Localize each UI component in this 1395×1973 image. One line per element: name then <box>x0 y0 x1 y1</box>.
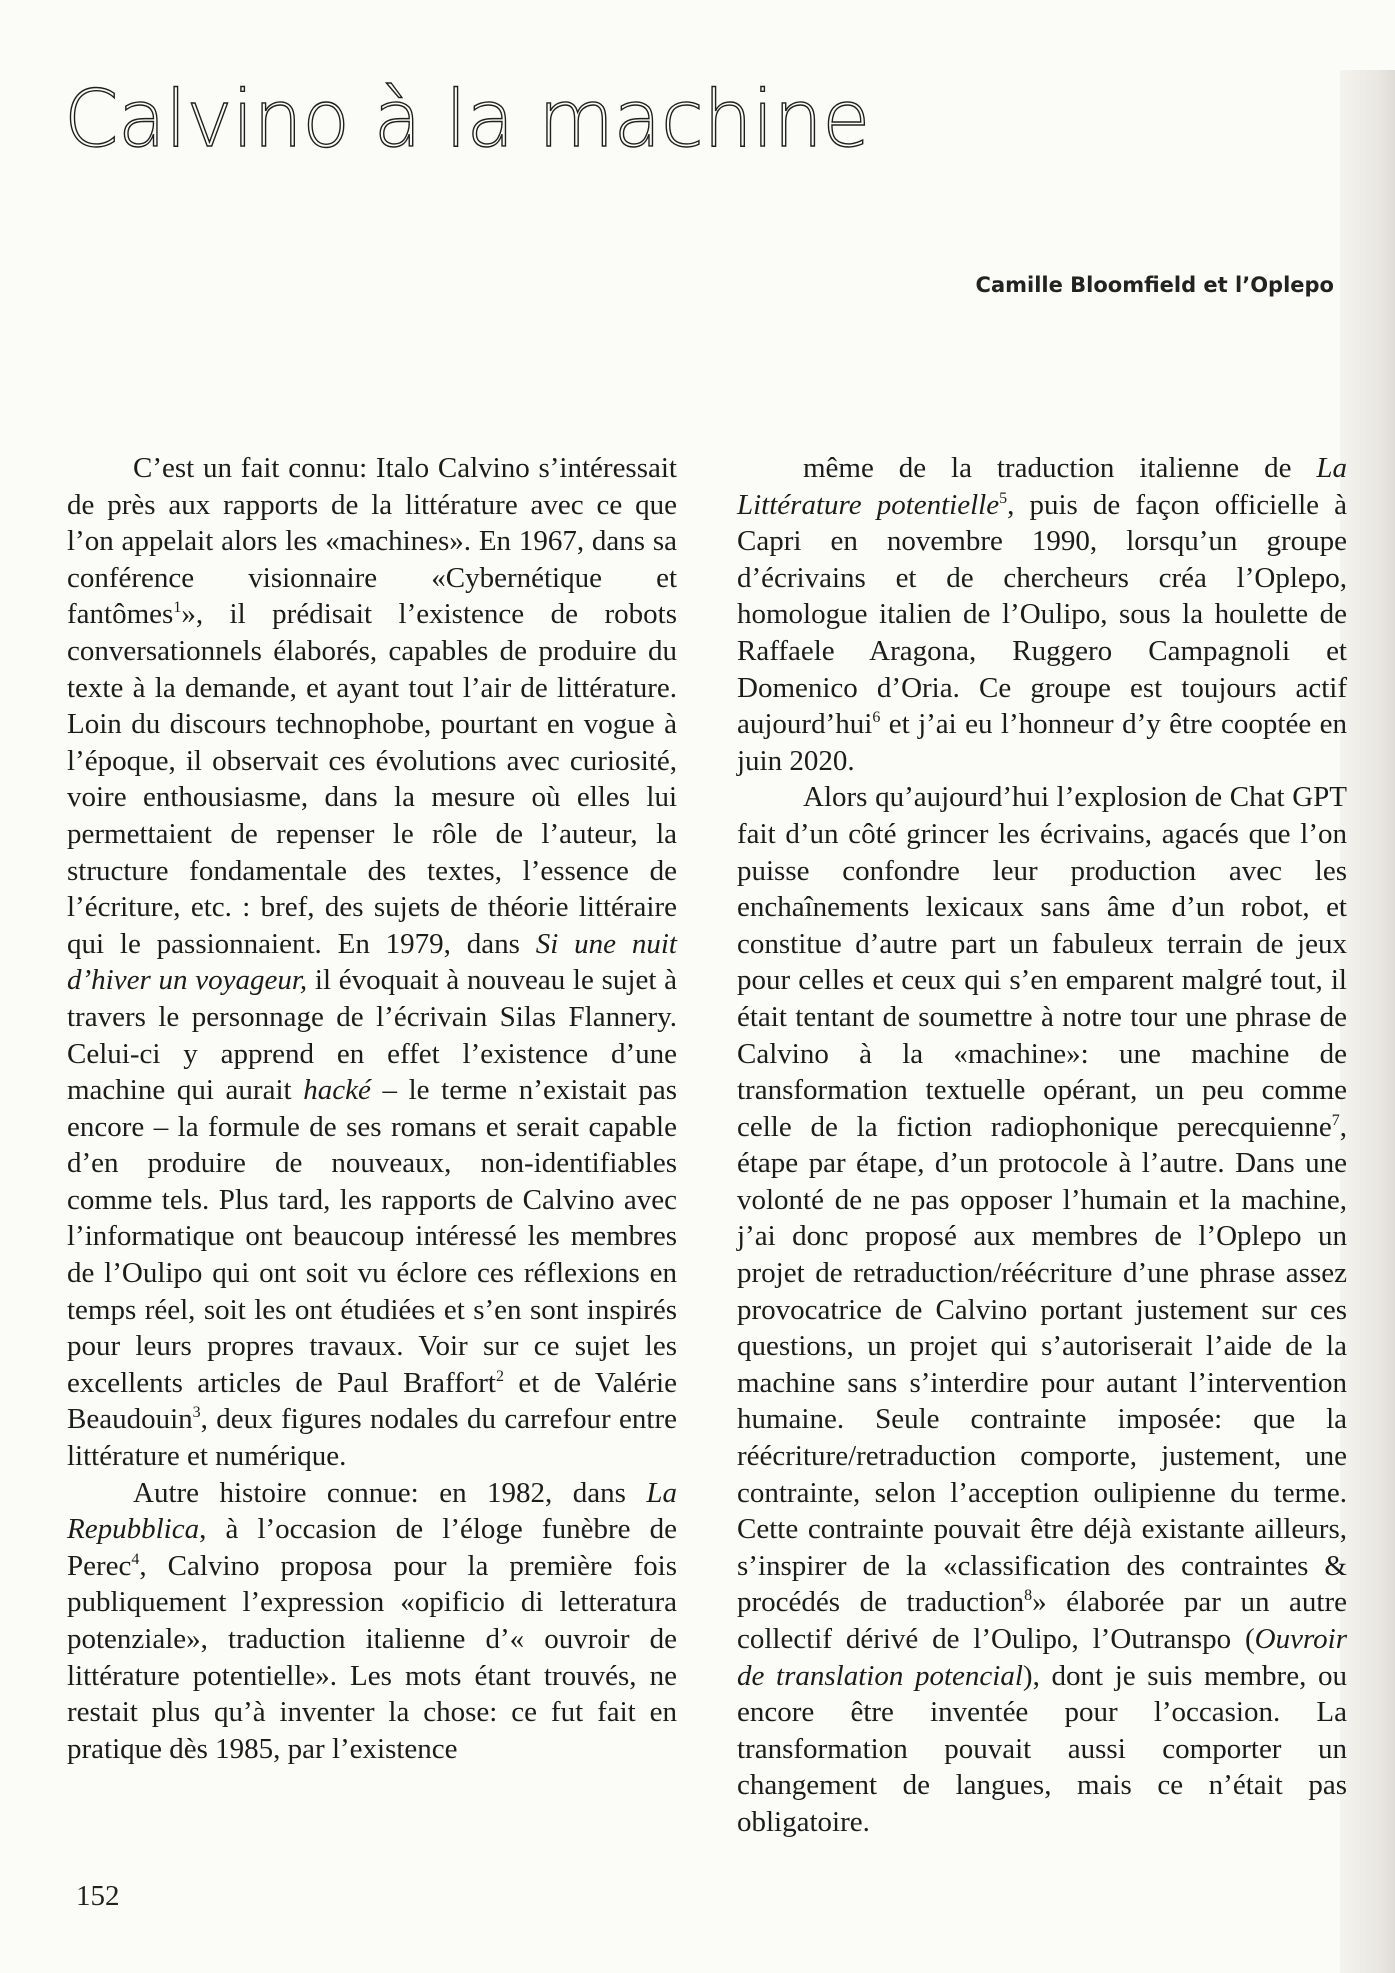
italic-title: hacké <box>303 1074 371 1107</box>
text-run: , deux figures nodales du carrefour entre littérature et numérique. <box>67 1403 677 1473</box>
text-run: , puis de façon officielle à Capri en novembre 1990, lorsqu’un groupe d’écrivains et de chercheurs créa l’Oplepo, homologue italien de l’Oulipo, sous la houlette de Raffaele Aragona, Ruggero Campagnoli et Domenico d’Oria. Ce groupe est toujours actif aujourd’hui <box>737 488 1348 741</box>
italic-title: Si une nuit d’hiver un voyageur, <box>67 927 677 997</box>
text-run: Autre histoire connue: en 1982, dans <box>133 1476 647 1509</box>
italic-title: La Repubblica <box>67 1476 677 1546</box>
footnote-ref: 4 <box>131 1550 140 1568</box>
text-run: même de la traduction italienne de <box>803 452 1317 484</box>
left-column <box>67 450 677 1767</box>
footnote-ref: 7 <box>1331 1111 1340 1129</box>
text-run: ), dont je suis membre, ou encore être inventée pour l’occasion. La transformation pouvait aussi comporter un changement de langues, mais ce n’était pas obligatoire. <box>737 1659 1347 1838</box>
text-run: il évoquait à nouveau le sujet à travers le personnage de l’écrivain Silas Flannery. Celui-ci y apprend en effet l’existence d’une machine qui aurait <box>67 964 677 1107</box>
article-title: Calvino à la machine <box>64 75 870 165</box>
text-run: » élaborée par un autre collectif dérivé de l’Oulipo, l’Outranspo ( <box>737 1586 1347 1655</box>
text-run: et j’ai eu l’honneur d’y être cooptée en juin 2020. <box>737 708 1347 777</box>
text-run: , étape par étape, d’un protocole à l’autre. Dans une volonté de ne pas opposer l’humain et la machine, j’ai donc proposé aux membres de l’Oplepo un projet de retraduction/réécriture d’une phrase assez provocatrice de Calvino portant justement sur ces questions, un projet qui s’autoriserait l’aide de la machine sans s’interdire pour autant l’intervention humaine. Seule contrainte imposée: que la réécriture/retraduction comporte, justement, une contrainte, selon l’acception oulipienne du terme. Cette contrainte pouvait être déjà existante ailleurs, s’inspirer de la «classification des contraintes & procédés de traduction <box>737 1110 1347 1619</box>
body-paragraph <box>737 779 1347 1840</box>
article-authors: Camille Bloomfield et l’Oplepo <box>975 273 1334 297</box>
footnote-ref: 3 <box>192 1404 201 1422</box>
text-run: – le terme n’existait pas encore – la formule de ses romans et serait capable d’en produire de nouveaux, non-identifiables comme tels. Plus tard, les rapports de Calvino avec l’informatique ont beaucoup intéressé les membres de l’Oulipo qui ont soit vu éclore ces réflexions en temps réel, soit les ont étudiées et s’en sont inspirés pour leurs propres travaux. Voir sur ce sujet les excellents articles de Paul Braffort <box>67 1074 677 1399</box>
body-paragraph <box>737 450 1347 779</box>
footnote-ref: 2 <box>495 1367 504 1385</box>
footnote-ref: 6 <box>872 709 881 727</box>
italic-title: La Littérature potentielle <box>737 452 1347 521</box>
right-column <box>737 450 1347 1841</box>
text-run: , à l’occasion de l’éloge funèbre de Perec <box>67 1513 677 1582</box>
page-number: 152 <box>76 1880 120 1912</box>
body-paragraph <box>67 1475 677 1768</box>
text-run: C’est un fait connu: Italo Calvino s’intéressait de près aux rapports de la littérature avec ce que l’on appelait alors les «machines». En 1967, dans sa conférence visionnaire «Cybernétique et fantômes <box>67 452 677 631</box>
text-run: Alors qu’aujourd’hui l’explosion de Chat GPT fait d’un côté grincer les écrivains, agacés que l’on puisse confondre leur production avec les enchaînements lexicaux sans âme d’un robot, et constitue d’autre part un fabuleux terrain de jeux pour celles et ceux qui s’en emparent malgré tout, il était tentant de soumettre à notre tour une phrase de Calvino à la «machine»: une machine de transformation textuelle opérant, un peu comme celle de la fiction radiophonique perecquienne <box>737 781 1347 1143</box>
adjacent-page-edge <box>1340 70 1395 1973</box>
footnote-ref: 1 <box>173 599 182 617</box>
text-run: », il prédisait l’existence de robots conversationnels élaborés, capables de produire du texte à la demande, et ayant tout l’air de littérature. Loin du discours technophobe, pourtant en vogue à l’époque, il observait ces évolutions avec curiosité, voire enthousiasme, dans la mesure où elles lui permettaient de repenser le rôle de l’auteur, la structure fondamentale des textes, l’essence de l’écriture, etc. : bref, des sujets de théorie littéraire qui le passionnaient. En 1979, dans <box>67 598 677 960</box>
text-run: , Calvino proposa pour la première fois publiquement l’expression «opificio di letteratura potenziale», traduction italienne d’« ouvroir de littérature potentielle». Les mots étant trouvés, ne restait plus qu’à inventer la chose: ce fut fait en pratique dès 1985, par l’existence <box>67 1549 677 1765</box>
italic-title: Ouvroir de translation potencial <box>737 1623 1347 1692</box>
footnote-ref: 5 <box>999 489 1008 507</box>
body-paragraph <box>67 450 677 1475</box>
footnote-ref: 8 <box>1024 1587 1033 1605</box>
text-run: et de Valérie Beaudouin <box>67 1366 677 1436</box>
